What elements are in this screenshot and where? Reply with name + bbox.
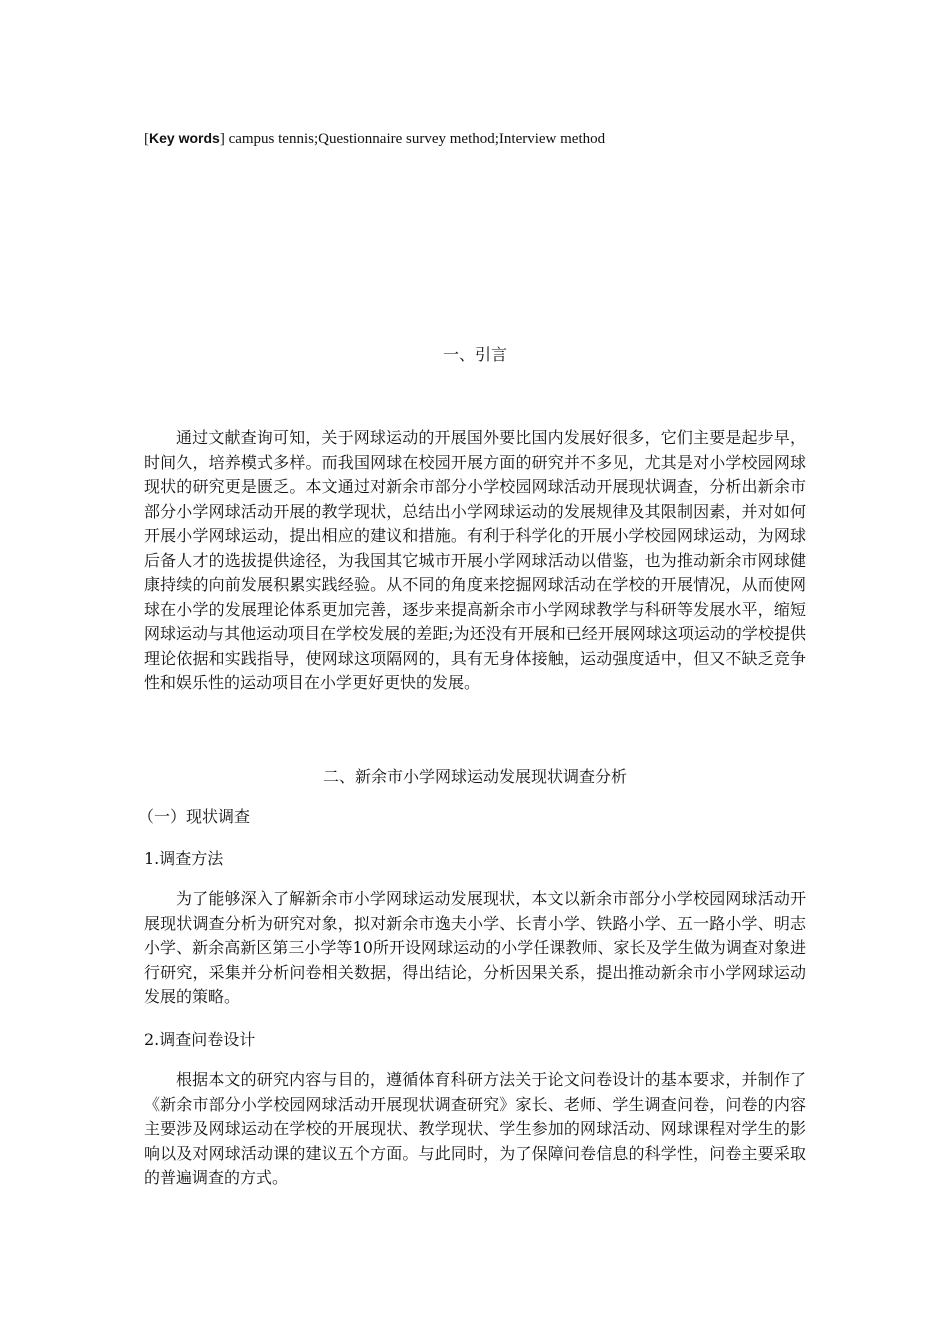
keywords-line	[144, 127, 605, 150]
item-2-title: 2.调查问卷设计	[144, 1030, 256, 1049]
keywords-bracket-open: [	[144, 131, 149, 147]
intro-paragraph: 通过文献查询可知，关于网球运动的开展国外要比国内发展好很多，它们主要是起步早，时间久，培养模式多样。而我国网球在校园开展方面的研究并不多见，尤其是对小学校园网球现状的研究更是匮乏。本文通过对新余市部分小学校园网球活动开展现状调查，分析出新余市部分小学网球活动开展的教学现状，总结出小学网球运动的发展规律及其限制因素，并对如何开展小学网球运动，提出相应的建议和措施。有利于科学化的开展小学校园网球运动，为网球后备人才的选拔提供途径，为我国其它城市开展小学网球活动以借鉴，也为推动新余市网球健康持续的向前发展积累实践经验。从不同的角度来挖掘网球活动在学校的开展情况，从而使网球在小学的发展理论体系更加完善，逐步来提高新余市小学网球教学与科研等发展水平，缩短网球运动与其他运动项目在学校发展的差距;为还没有开展和已经开展网球这项运动的学校提供理论依据和实践指导，使网球这项隔网的，具有无身体接触，运动强度适中，但又不缺乏竞争性和娱乐性的运动项目在小学更好更快的发展。	[144, 428, 806, 692]
keywords-bracket-close: ]	[219, 131, 225, 147]
keywords-text: campus tennis;Questionnaire survey method;Interview method	[224, 131, 606, 147]
item-2-paragraph: 根据本文的研究内容与目的，遵循体育科研方法关于论文问卷设计的基本要求，并制作了《新余市部分小学校园网球活动开展现状调查研究》家长、老师、学生调查问卷，问卷的内容主要涉及网球运动在学校的开展现状、教学现状、学生参加的网球活动、网球课程对学生的影响以及对网球活动课的建议五个方面。与此同时，为了保障问卷信息的科学性，问卷主要采取的普遍调查的方式。	[144, 1070, 806, 1187]
item-1-title: 1.调查方法	[144, 849, 224, 868]
survey-heading: 二、新余市小学网球运动发展现状调查分析	[322, 767, 627, 786]
keywords-label: Key words	[149, 130, 220, 146]
intro-heading: 一、引言	[442, 345, 507, 364]
subsection-heading: （一）现状调查	[138, 807, 251, 826]
item-1-paragraph: 为了能够深入了解新余市小学网球运动发展现状，本文以新余市部分小学校园网球活动开展现状调查分析为研究对象，拟对新余市逸夫小学、长青小学、铁路小学、五一路小学、明志小学、新余高新区第三小学等10所开设网球运动的小学任课教师、家长及学生做为调查对象进行研究，采集并分析问卷相关数据，得出结论，分析因果关系，提出推动新余市小学网球运动发展的策略。	[144, 889, 806, 1006]
